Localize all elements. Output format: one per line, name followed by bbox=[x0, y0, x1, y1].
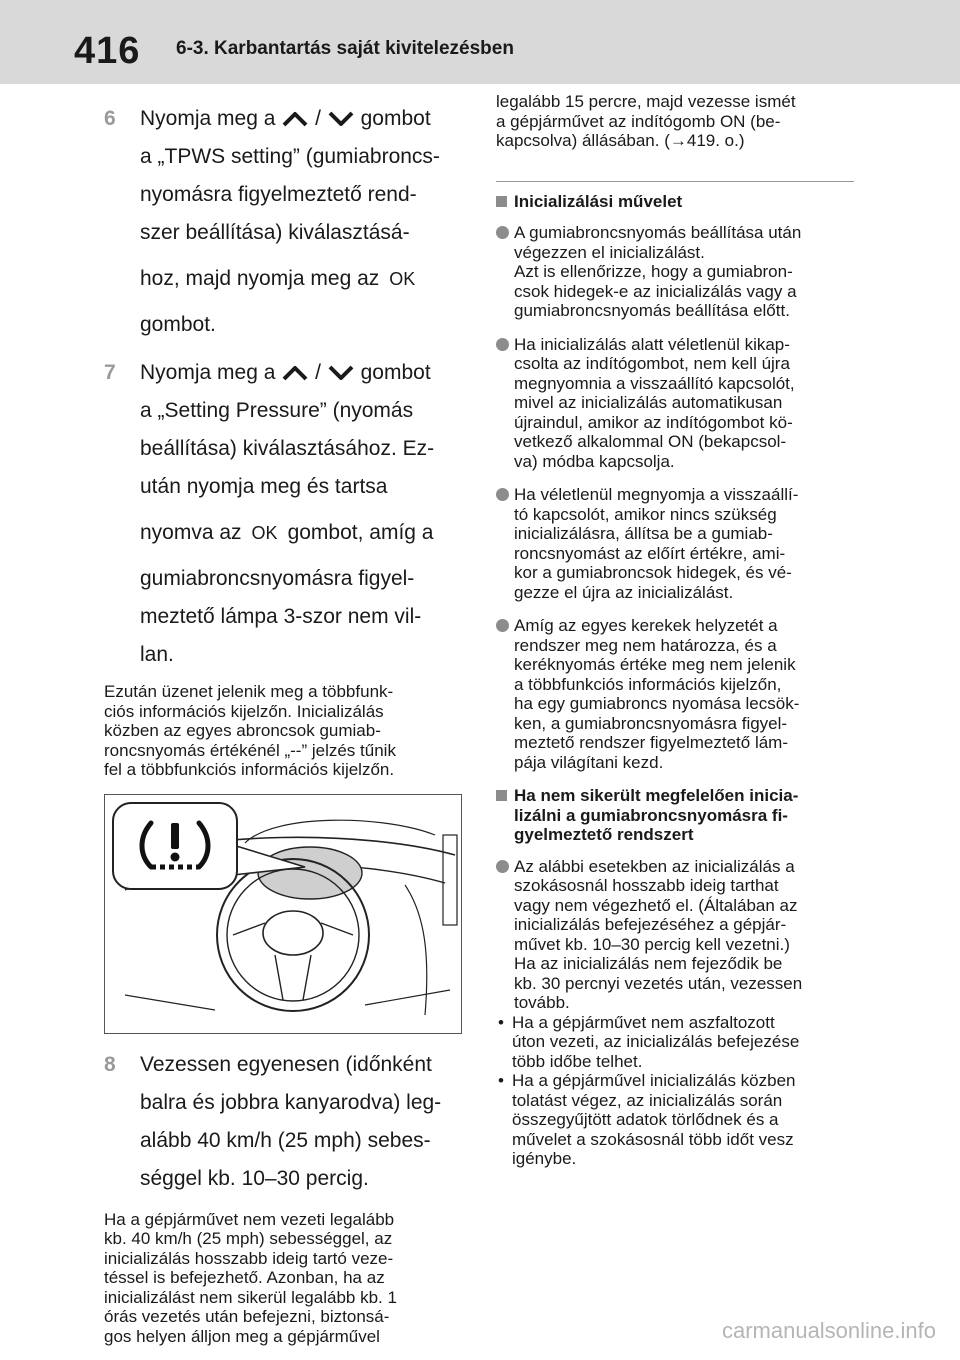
step-number: 8 bbox=[104, 1052, 116, 1076]
ok-button-glyph: OK bbox=[251, 523, 278, 543]
circle-bullet-icon bbox=[496, 619, 509, 632]
section-divider bbox=[496, 181, 854, 182]
step-number: 7 bbox=[104, 361, 116, 384]
right-column bbox=[496, 92, 854, 1169]
square-bullet-icon bbox=[496, 196, 507, 207]
step-8 bbox=[104, 1046, 462, 1198]
note-text: Ha a gépjárművet nem vezeti legalább kb. 40 km/h (25 mph) sebességgel, az inicializálás hosszabb ideig tartó veze- téssel is befejezhető. Azonban, ha az inicializálást nem sikerül legalább kb. 1 órás vezetés után befejezni, biztonsá- gos helyen álljon meg a gépjárművel bbox=[104, 1209, 397, 1346]
bullet-item: Ha véletlenül megnyomja a visszaállí- tó kapcsolót, amikor nincs szükség inicializálásra, állítsa be a gumiab- roncsnyomást az előírt értékre, ami- kor a gumiabroncsok hidegek, és vé- gezze el újra az inicializálást. bbox=[496, 485, 854, 602]
step-text: Nyomja meg a bbox=[140, 107, 276, 130]
step-text: után nyomja meg és tartsa bbox=[140, 475, 388, 498]
step-text: nyomva az bbox=[140, 521, 242, 544]
sub-bullet-item: • Ha a gépjárművel inicializálás közben tolatást végez, az inicializálás során összegyűjtött adatok törlődnek és a művelet a szokásosnál több időt vesz igénybe. bbox=[498, 1071, 796, 1168]
header-bar bbox=[0, 0, 960, 84]
step-text: Vezessen egyenesen (időnként bbox=[140, 1052, 432, 1076]
step-6 bbox=[104, 100, 462, 344]
note-text: Ezután üzenet jelenik meg a többfunk- ciós információs kijelzőn. Inicializálás közben az egyes abroncsok gumiab- roncsnyomás értékénél „--” jelzés tűnik fel a többfunkciós információs kijelzőn. bbox=[104, 682, 396, 779]
watermark: carmanualsonline.info bbox=[721, 1318, 936, 1343]
step-text: gombot. bbox=[140, 313, 216, 336]
chevron-up-icon bbox=[281, 364, 309, 382]
sub-bullet-marker: • bbox=[498, 1071, 504, 1090]
left-column bbox=[104, 100, 462, 1360]
chevron-down-icon bbox=[327, 110, 355, 128]
step-text: gombot bbox=[360, 107, 431, 130]
continued-text: legalább 15 percre, majd vezesse ismét a gépjárművet az indítógomb ON (be- kapcsolva) állásában. (→419. o.) bbox=[496, 92, 796, 150]
page-number: 416 bbox=[74, 30, 141, 72]
step-text: alább 40 km/h (25 mph) sebes- bbox=[140, 1128, 431, 1152]
note-2 bbox=[104, 1210, 462, 1347]
step-text: balra és jobbra kanyarodva) leg- bbox=[140, 1090, 442, 1114]
heading-initialization: Inicializálási művelet bbox=[496, 192, 854, 212]
step-text: meztető lámpa 3-szor nem vil- bbox=[140, 605, 422, 628]
tire-pressure-warning-icon bbox=[135, 813, 215, 879]
step-text: gumiabroncsnyomásra figyel- bbox=[140, 567, 415, 590]
step-text: a „Setting Pressure” (nyomás bbox=[140, 399, 414, 422]
step-text: gombot, amíg a bbox=[287, 521, 434, 544]
bullet-item: Amíg az egyes kerekek helyzetét a rendszer meg nem határozza, és a keréknyomás értéke meg nem jelenik a többfunkciós információs kijelzőn, ha egy gumiabroncs nyomása lecsök- ken, a gumiabroncsnyomásra figyel- meztető rendszer figyelmeztető lám- pája világítani kezd. bbox=[496, 616, 854, 772]
bullet-item: Az alábbi esetekben az inicializálás a szokásosnál hosszabb ideig tarthat vagy nem végezhető el. (Általában az inicializálás befejezéséhez a gépjár- művet kb. 10–30 percig kell vezetni.) Ha az inicializálás nem fejeződik be kb. 30 percnyi vezetés után, vezessen tovább. bbox=[496, 857, 854, 1013]
step-text: gombot bbox=[360, 361, 431, 384]
bullet-item: Ha inicializálás alatt véletlenül kikap- csolta az indítógombot, nem kell újra megnyomnia a visszaállító kapcsolót, mivel az inicializálás automatikusan újraindul, amikor az indítógombot kö- vetkező alkalommal ON (bekapcsol- va) módba kapcsolja. bbox=[496, 335, 854, 472]
circle-bullet-icon bbox=[496, 860, 509, 873]
sub-bullet-marker: • bbox=[498, 1012, 504, 1032]
step-text: szer beállítása) kiválasztásá- bbox=[140, 221, 410, 244]
step-text: lan. bbox=[140, 643, 174, 666]
note-1 bbox=[104, 682, 462, 780]
step-text: beállítása) kiválasztásához. Ez- bbox=[140, 437, 435, 460]
step-number: 6 bbox=[104, 107, 116, 130]
section-title: 6-3. Karbantartás saját kivitelezésben bbox=[176, 38, 514, 59]
circle-bullet-icon bbox=[496, 226, 509, 239]
bullet-item: A gumiabroncsnyomás beállítása után végezzen el inicializálást. Azt is ellenőrizze, hogy a gumiabron- csok hidegek-e az inicializálás vagy a gumiabroncsnyomás beállítása előtt. bbox=[496, 223, 854, 321]
step-text: Nyomja meg a bbox=[140, 361, 276, 384]
ok-button-glyph: OK bbox=[389, 269, 416, 289]
chevron-down-icon bbox=[327, 364, 355, 382]
step-text: a „TPWS setting” (gumiabroncs- bbox=[140, 145, 440, 168]
heading-initialization-failed: Ha nem sikerült megfelelően inicia- lizálni a gumiabroncsnyomásra fi- gyelmeztető rendszert bbox=[496, 786, 854, 845]
square-bullet-icon bbox=[496, 790, 507, 801]
step-text: séggel kb. 10–30 percig. bbox=[140, 1166, 369, 1190]
chevron-up-icon bbox=[281, 110, 309, 128]
sub-bullet-item: • Ha a gépjárművet nem aszfaltozott úton vezeti, az inicializálás befejezése több időbe telhet. bbox=[498, 1012, 800, 1071]
step-text: nyomásra figyelmeztető rend- bbox=[140, 183, 417, 206]
step-7 bbox=[104, 354, 462, 674]
slash: / bbox=[315, 361, 321, 384]
dashboard-illustration bbox=[104, 794, 462, 1034]
circle-bullet-icon bbox=[496, 488, 509, 501]
circle-bullet-icon bbox=[496, 338, 509, 351]
slash: / bbox=[315, 107, 321, 130]
step-text: hoz, majd nyomja meg az bbox=[140, 267, 380, 290]
